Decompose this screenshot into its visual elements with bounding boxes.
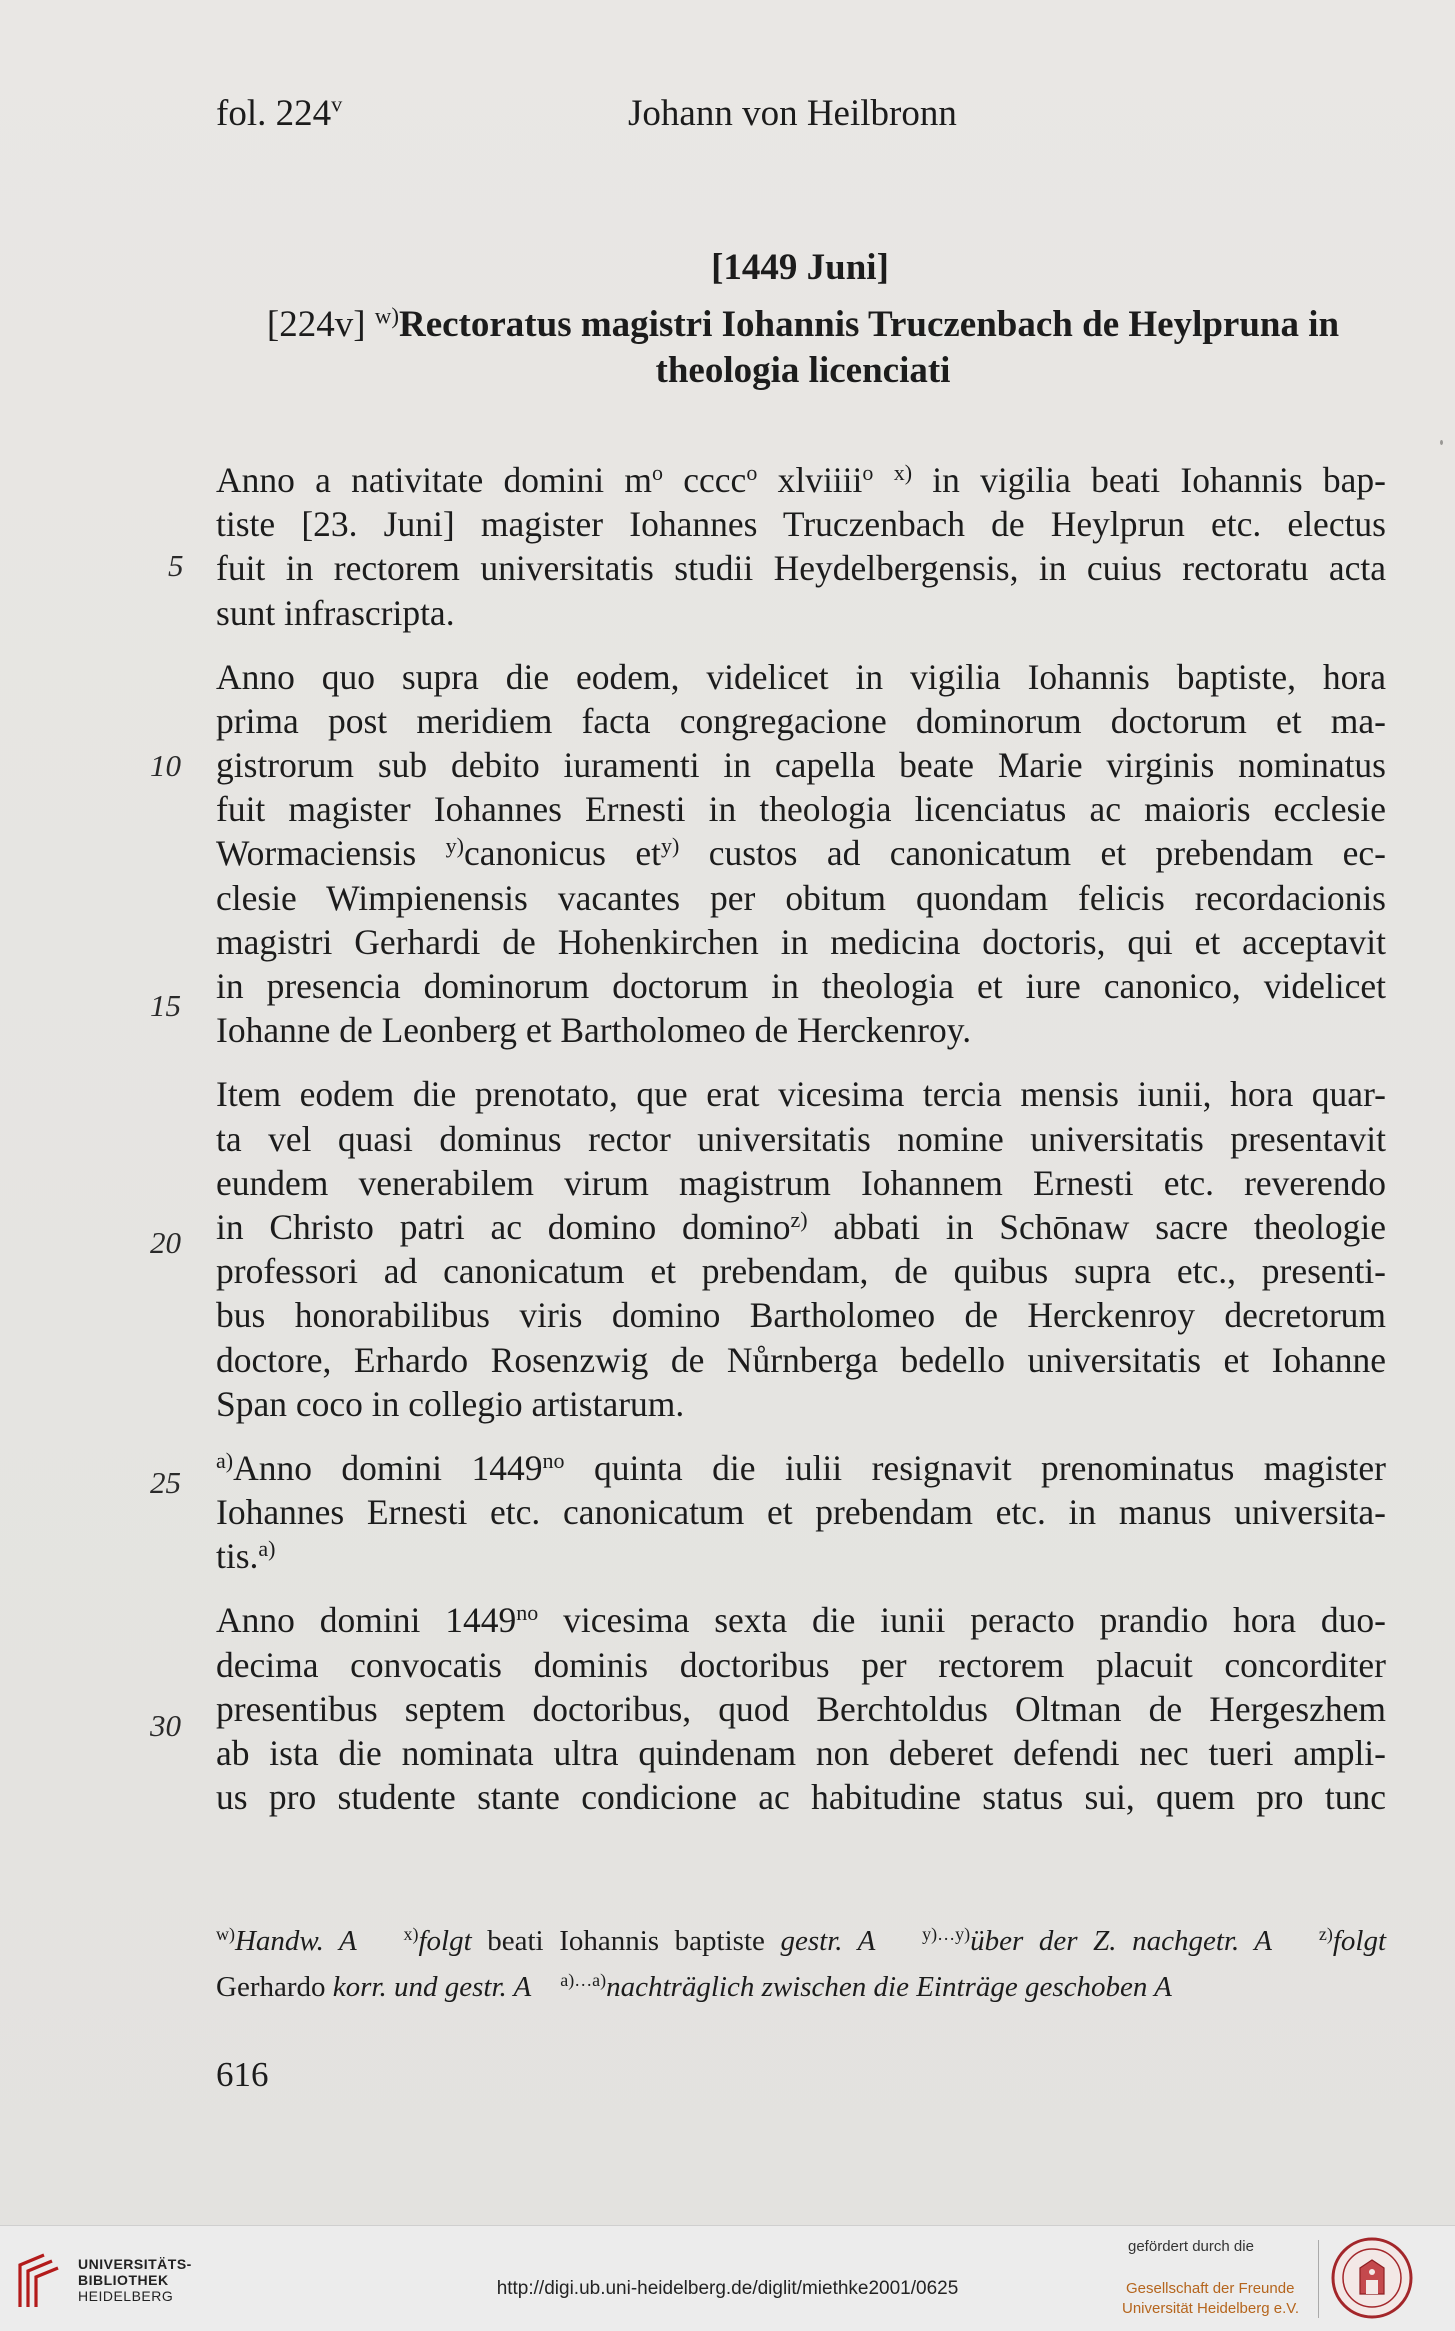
footnote-text: über der Z. nachgetr. A — [970, 1925, 1273, 1957]
footer-bar — [0, 2225, 1455, 2331]
text-segment: ta vel quasi dominus rector universitatis nomine universitatis presentavit — [216, 1118, 1386, 1159]
text-line — [216, 1446, 1386, 1490]
text-line — [216, 458, 1386, 502]
superscript-mark: o — [746, 459, 758, 485]
text-line — [216, 1205, 1386, 1249]
superscript-mark: a) — [258, 1536, 276, 1562]
text-segment: in Christo patri ac domino domino — [216, 1206, 791, 1247]
folio-reference: [224v] — [266, 304, 366, 345]
sponsor-name: Gesellschaft der Freunde — [1126, 2280, 1295, 2297]
text-line — [216, 502, 1386, 546]
text-segment: Iohanne de Leonberg et Bartholomeo de Herckenroy. — [216, 1010, 972, 1051]
text-line — [216, 591, 1386, 635]
footnote-text: nachträglich zwischen die Einträge geschoben A — [606, 1971, 1172, 2003]
superscript-mark: a) — [216, 1447, 234, 1473]
sponsor-intro: gefördert durch die — [1128, 2238, 1254, 2255]
text-segment: fuit in rectorem universitatis studii Heydelbergensis, in cuius rectoratu acta — [216, 548, 1386, 589]
text-line — [216, 743, 1386, 787]
text-segment: tiste [23. Juni] magister Iohannes Truczenbach de Heylprun etc. electus — [216, 504, 1386, 545]
text-segment: Anno quo supra die eodem, videlicet in vigilia Iohannis baptiste, hora — [216, 656, 1386, 697]
text-line — [216, 831, 1386, 875]
superscript-mark: no — [542, 1447, 565, 1473]
text-line — [216, 1775, 1386, 1819]
text-line — [216, 1008, 1386, 1052]
text-line — [216, 546, 1386, 590]
footer-divider — [1318, 2240, 1319, 2318]
superscript-mark: no — [516, 1600, 539, 1626]
text-line — [216, 1161, 1386, 1205]
footnote-mark: y)…y) — [922, 1924, 971, 1945]
folio-header — [216, 92, 342, 135]
text-segment: us pro studente stante condicione ac habitudine status sui, quem pro tunc — [216, 1777, 1386, 1818]
paper-speck — [1440, 440, 1443, 445]
text-line — [216, 655, 1386, 699]
note-mark-w: w) — [374, 303, 399, 329]
footnote-mark: z) — [1318, 1924, 1333, 1945]
text-line — [216, 1338, 1386, 1382]
text-line — [216, 1490, 1386, 1534]
date-heading: [1449 Juni] — [711, 247, 889, 288]
footnote-text: beati Iohannis baptiste — [471, 1925, 781, 1957]
footnote-mark: x) — [403, 1924, 419, 1945]
superscript-mark: x) — [893, 459, 913, 485]
text-segment: Anno domini 1449 — [233, 1447, 543, 1488]
text-segment: custos ad canonicatum et prebendam ec- — [679, 833, 1386, 874]
superscript-mark: y) — [445, 833, 464, 859]
text-line — [216, 699, 1386, 743]
footnote-mark: w) — [216, 1924, 235, 1945]
university-seal-icon — [1330, 2236, 1414, 2320]
text-segment: Item eodem die prenotato, que erat vicesima tercia mensis iunii, hora quar- — [216, 1074, 1386, 1115]
page-number: 616 — [216, 2055, 269, 2094]
text-segment: gistrorum sub debito iuramenti in capella beate Marie virginis nominatus — [216, 745, 1386, 786]
text-segment: vicesima sexta die iunii peracto prandio hora duo- — [538, 1600, 1386, 1641]
text-segment: abbati in Schōnaw sacre theologie — [807, 1206, 1386, 1247]
text-line — [216, 1293, 1386, 1337]
text-segment: bus honorabilibus viris domino Bartholomeo de Herckenroy decretorum — [216, 1295, 1386, 1336]
superscript-mark: o — [652, 459, 664, 485]
entry-title-line-2: theologia licenciati — [655, 350, 951, 391]
text-segment — [873, 460, 893, 500]
text-segment: professori ad canonicatum et prebendam, de quibus supra etc., presenti- — [216, 1251, 1386, 1292]
entry-title — [218, 302, 1388, 394]
footnote-text: Handw. A — [234, 1925, 357, 1957]
text-segment: cccc — [663, 460, 747, 500]
text-line — [216, 1249, 1386, 1293]
text-line — [216, 1598, 1386, 1642]
library-name-line: UNIVERSITÄTS- — [78, 2256, 192, 2272]
text-segment: fuit magister Iohannes Ernesti in theologia licenciatus ac maioris ecclesie — [216, 789, 1386, 830]
text-line — [216, 876, 1386, 920]
text-segment: decima convocatis dominis doctoribus per rectorem placuit concorditer — [216, 1644, 1386, 1685]
footnote-text: folgt — [418, 1925, 472, 1957]
text-segment: prima post meridiem facta congregacione dominorum doctorum et ma- — [216, 700, 1386, 741]
text-segment: eundem venerabilem virum magistrum Iohannem Ernesti etc. reverendo — [216, 1162, 1386, 1203]
footnote-line-2 — [216, 1964, 1386, 2010]
text-segment: in presencia dominorum doctorum in theologia et iure canonico, videlicet — [216, 966, 1386, 1007]
text-segment: Wormaciensis — [216, 833, 446, 874]
superscript-mark: z) — [790, 1206, 808, 1232]
text-line — [216, 787, 1386, 831]
text-segment: canonicus et — [463, 833, 661, 874]
running-title: Johann von Heilbronn — [628, 93, 957, 134]
text-line — [216, 1117, 1386, 1161]
entry-title-line-1 — [218, 302, 1388, 348]
footnote-line-1 — [216, 1918, 1386, 1964]
text-line — [216, 920, 1386, 964]
line-number: 15 — [150, 988, 181, 1023]
footnote-text: korr. und gestr. A — [332, 1971, 532, 2003]
sponsor-name: Universität Heidelberg e.V. — [1122, 2300, 1300, 2317]
text-segment: tis. — [216, 1536, 259, 1577]
text-segment: ab ista die nominata ultra quindenam non deberet defendi nec tueri ampli- — [216, 1732, 1386, 1773]
footnote-mark: a)…a) — [560, 1970, 607, 1991]
text-segment: clesie Wimpienensis vacantes per obitum quondam felicis recordacionis — [216, 877, 1386, 918]
text-segment: Span coco in collegio artistarum. — [216, 1383, 685, 1424]
text-segment: sunt infrascripta. — [216, 592, 455, 633]
line-number: 25 — [150, 1465, 181, 1500]
text-line — [216, 1731, 1386, 1775]
text-segment: presentibus septem doctoribus, quod Berchtoldus Oltman de Hergeszhem — [216, 1688, 1386, 1729]
text-segment: magistri Gerhardi de Hohenkirchen in medicina doctoris, qui et acceptavit — [216, 921, 1386, 962]
text-line — [216, 1643, 1386, 1687]
footnote-text: gestr. A — [780, 1925, 876, 1957]
text-segment: quinta die iulii resignavit prenominatus magister — [564, 1447, 1386, 1488]
text-segment: xlviiii — [757, 460, 863, 500]
library-name-line: BIBLIOTHEK — [78, 2272, 169, 2288]
text-segment: Iohannes Ernesti etc. canonicatum et prebendam etc. in manus universita- — [216, 1492, 1386, 1533]
library-name-line: HEIDELBERG — [78, 2288, 174, 2304]
folio-label: fol. 224 — [216, 93, 332, 134]
footnote-text: folgt — [1332, 1925, 1386, 1957]
text-line — [216, 964, 1386, 1008]
text-segment: Anno a nativitate domini m — [216, 460, 653, 500]
superscript-mark: o — [862, 459, 874, 485]
line-number: 10 — [150, 748, 181, 783]
line-number: 30 — [150, 1708, 181, 1743]
text-segment: Anno domini 1449 — [216, 1600, 517, 1641]
superscript-mark: y) — [660, 833, 680, 859]
text-line — [216, 1382, 1386, 1426]
folio-verso-mark: v — [331, 91, 343, 117]
line-number: 5 — [168, 548, 184, 583]
text-line — [216, 1534, 1386, 1578]
text-line — [216, 1072, 1386, 1116]
text-segment: doctore, Erhardo Rosenzwig de Nůrnberga bedello universitatis et Iohanne — [216, 1339, 1386, 1380]
permalink-url[interactable]: http://digi.ub.uni-heidelberg.de/diglit/miethke2001/0625 — [496, 2278, 959, 2299]
footnote-text: Gerhardo — [216, 1971, 333, 2003]
text-segment: in vigilia beati Iohannis bap- — [912, 460, 1387, 500]
line-number: 20 — [150, 1225, 181, 1260]
text-line — [216, 1687, 1386, 1731]
title-text-1: Rectoratus magistri Iohannis Truczenbach de Heylpruna in — [398, 304, 1340, 345]
